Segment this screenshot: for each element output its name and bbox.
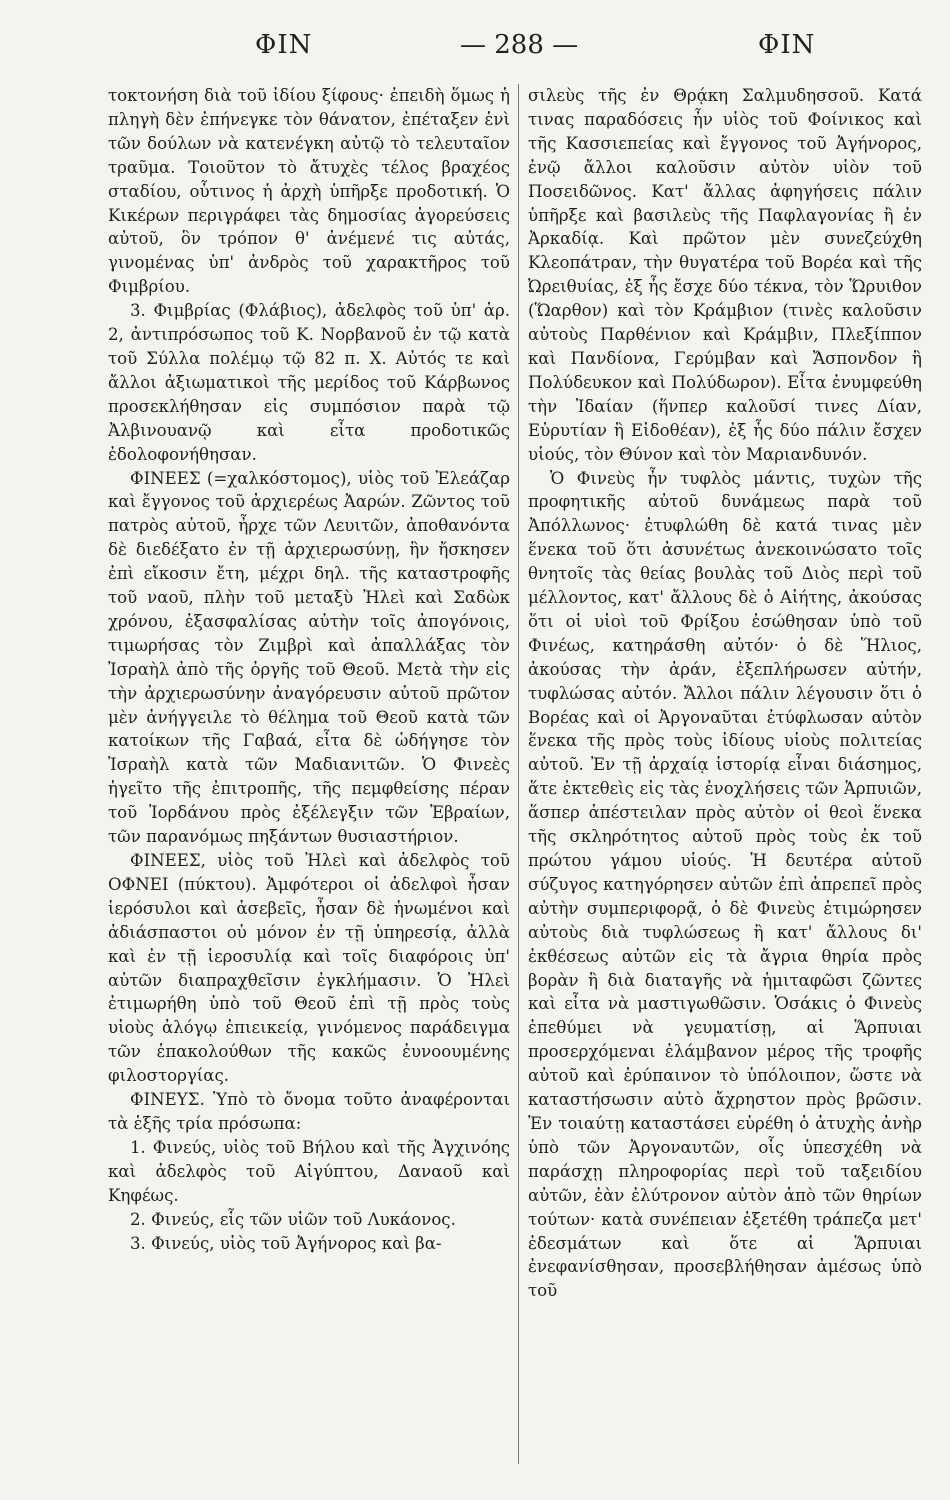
paragraph: 3. Φινεύς, υἱὸς τοῦ Ἀγήνορος καὶ βα- bbox=[130, 1233, 442, 1253]
page-number: — 288 — bbox=[460, 30, 579, 60]
paragraph: 2. Φινεύς, εἷς τῶν υἱῶν τοῦ Λυκάονος. bbox=[130, 1209, 456, 1229]
column-divider bbox=[518, 84, 519, 1464]
paragraph: Ὁ Φινεὺς ἦν τυφλὸς μάντις, τυχὼν τῆς προφητικῆς αὐτοῦ δυνάμεως παρὰ τοῦ Ἀπόλλωνος· ἐτυφλώθη δὲ κατά τινας μὲν ἕνεκα τοῦ ὅτι ἀσυνέτως ἀνεκοινώσατο τοῖς θνητοῖς τὰς θείας βουλὰς τοῦ Διὸς περὶ τοῦ μέλλοντος, κατ' ἄλλους δὲ ὁ Αἰήτης, ἀκούσας ὅτι οἱ υἱοὶ τοῦ Φρίξου ἐσώθησαν ὑπὸ τοῦ Φινέως, κατηράσθη αὐτόν· ὁ δὲ Ἥλιος, ἀκούσας τὴν ἀράν, ἐξεπλήρωσεν αὐτήν, τυφλώσας αὐτόν. Ἄλλοι πάλιν λέγουσιν ὅτι ὁ Βορέας καὶ οἱ Ἀργοναῦται ἐτύφλωσαν αὐτὸν ἕνεκα τῆς πρὸς τοὺς ἰδίους υἱοὺς πολιτείας αὐτοῦ. Ἐν τῇ ἀρχαίᾳ ἱστορίᾳ εἶναι διάσημος, ἅτε ἐκτεθεὶς εἰς τὰς ἐνοχλήσεις τῶν Ἁρπυιῶν, ἅσπερ ἀπέστειλαν πρὸς αὐτὸν οἱ θεοὶ ἕνεκα τῆς σκληρότητος αὐτοῦ πρὸς τοὺς ἐκ τοῦ πρώτου γάμου υἱούς. Ἡ δευτέρα αὐτοῦ σύζυγος κατηγόρησεν αὐτῶν ἐπὶ ἀπρεπεῖ πρὸς αὐτὴν συμπεριφορᾷ, ὁ δὲ Φινεὺς ἐτιμώρησεν αὐτοὺς διὰ τυφλώσεως ἢ κατ' ἄλλους δι' ἐκθέσεως αὐτῶν εἰς τὰ ἄγρια θηρία πρὸς βορὰν ἢ διὰ διαταγῆς νὰ ἡμιταφῶσι ζῶντες καὶ εἶτα νὰ μαστιγωθῶσιν. Ὁσάκις ὁ Φινεὺς ἐπεθύμει νὰ γευματίσῃ, αἱ Ἅρπυιαι προσερχόμεναι ἐλάμβανον μέρος τῆς τροφῆς αὐτοῦ καὶ ἐρύπαινον τὸ ὑπόλοιπον, ὥστε νὰ καταστήσωσιν αὐτὸ ἄχρηστον πρὸς βρῶσιν. Ἐν τοιαύτῃ καταστάσει εὑρέθη ὁ ἀτυχὴς ἀνὴρ ὑπὸ τῶν Ἀργοναυτῶν, οἷς ὑπεσχέθη νὰ παράσχῃ πληροφορίας περὶ τοῦ ταξειδίου αὐτῶν, ἐὰν ἐλύτρονον αὐτὸν ἀπὸ τῶν θηρίων τούτων· κατὰ συνέπειαν ἐξετέθη τράπεζα μετ' ἐδεσμάτων καὶ ὅτε αἱ Ἅρπυιαι ἐνεφανίσθησαν, προσεβλήθησαν ἀμέσως ὑπὸ τοῦ bbox=[528, 468, 922, 1301]
left-column bbox=[108, 84, 510, 1255]
paragraph: 3. Φιμβρίας (Φλάβιος), ἀδελφὸς τοῦ ὑπ' ἀρ. 2, ἀντιπρόσωπος τοῦ Κ. Νορβανοῦ ἐν τῷ κατὰ τοῦ Σύλλα πολέμῳ τῷ 82 π. Χ. Αὐτός τε καὶ ἄλλοι ἀξιωματικοὶ τῆς μερίδος τοῦ Κάρβωνος προσεκλήθησαν εἰς συμπόσιον παρὰ τῷ Ἀλβινουανῷ καὶ εἶτα προδοτικῶς ἐδολοφονήθησαν. bbox=[108, 301, 510, 464]
paragraph: 1. Φινεύς, υἱὸς τοῦ Βήλου καὶ τῆς Ἀγχινόης καὶ ἀδελφὸς τοῦ Αἰγύπτου, Δαναοῦ καὶ Κηφέως. bbox=[108, 1137, 510, 1205]
right-column bbox=[528, 84, 922, 1303]
paragraph: τοκτονήση διὰ τοῦ ἰδίου ξίφους· ἐπειδὴ ὅμως ἡ πληγὴ δὲν ἐπήνεγκε τὸν θάνατον, ἐπέταξεν ἑνὶ τῶν δούλων νὰ κατενέγκη αὐτῷ τὸ τελευταῖον τραῦμα. Τοιοῦτον τὸ ἄτυχὲς τέλος βραχέος σταδίου, οὗτινος ἡ ἀρχὴ ὑπῆρξε προδοτική. Ὁ Κικέρων περιγράφει τὰς δημοσίας ἀγορεύσεις αὐτοῦ, ὃν τρόπον θ' ἀνέμενέ τις αὐτάς, γινομένας ὑπ' ἀνδρὸς τοῦ χαρακτῆρος τοῦ Φιμβρίου. bbox=[108, 86, 510, 297]
running-header bbox=[0, 30, 950, 70]
header-left-word: ΦΙΝ bbox=[255, 30, 313, 60]
paragraph: ΦΙΝΕΕΣ, υἱὸς τοῦ Ἠλεὶ καὶ ἀδελφὸς τοῦ ΟΦΝΕΙ (πύκτου). Ἀμφότεροι οἱ ἀδελφοὶ ἦσαν ἱερόσυλοι καὶ ἀσεβεῖς, ἦσαν δὲ ἡνωμένοι καὶ ἀδιάσπαστοι οὐ μόνον ἐν τῇ ὑπηρεσίᾳ, ἀλλὰ καὶ ἐν τῇ ἱεροσυλίᾳ καὶ τοῖς διαφόροις ὑπ' αὐτῶν διαπραχθεῖσιν ἐγκλήμασιν. Ὁ Ἠλεὶ ἐτιμωρήθη ὑπὸ τοῦ Θεοῦ ἐπὶ τῇ πρὸς τοὺς υἱοὺς ἀλόγῳ ἐπιεικείᾳ, γινόμενος παράδειγμα τῶν ἐπακολούθων τῆς κακῶς ἐυνοουμένης φιλοστοργίας. bbox=[108, 851, 510, 1086]
paragraph: ΦΙΝΕΥΣ. Ὑπὸ τὸ ὄνομα τοῦτο ἀναφέρονται τὰ ἑξῆς τρία πρόσωπα: bbox=[108, 1090, 510, 1133]
paragraph: ΦΙΝΕΕΣ (=χαλκόστομος), υἱὸς τοῦ Ἐλεάζαρ καὶ ἔγγονος τοῦ ἀρχιερέως Ἀαρών. Ζῶντος τοῦ πατρὸς αὐτοῦ, ἦρχε τῶν Λευιτῶν, ἀποθανόντα δὲ διεδέξατο ἐν τῇ ἀρχιερωσύνῃ, ἣν ἤσκησεν ἐπὶ εἴκοσιν ἔτη, μέχρι δηλ. τῆς καταστροφῆς τοῦ ναοῦ, πλὴν τοῦ μεταξὺ Ἠλεὶ καὶ Σαδὼκ χρόνου, ἐξασφαλίσας αὐτὴν τοῖς ἀπογόνοις, τιμωρήσας τὸν Ζιμβρὶ καὶ ἀπαλλάξας τὸν Ἰσραὴλ ἀπὸ τῆς ὀργῆς τοῦ Θεοῦ. Μετὰ τὴν εἰς τὴν ἀρχιερωσύνην ἀναγόρευσιν αὐτοῦ πρῶτον μὲν ἀνήγγειλε τὸ θέλημα τοῦ Θεοῦ κατὰ τῶν κατοίκων τῆς Γαβαά, εἶτα δὲ ὡδήγησε τὸν Ἰσραὴλ κατὰ τῶν Μαδιανιτῶν. Ὁ Φινεὲς ἡγεῖτο τῆς ἐπιτροπῆς, τῆς πεμφθείσης πέραν τοῦ Ἰορδάνου πρὸς ἐξέλεγξιν τῶν Ἑβραίων, τῶν παρανόμως πηξάντων θυσιαστήριον. bbox=[108, 468, 510, 847]
header-right-word: ΦΙΝ bbox=[758, 30, 816, 60]
paragraph: σιλεὺς τῆς ἐν Θρᾴκη Σαλμυδησσοῦ. Κατά τινας παραδόσεις ἦν υἱὸς τοῦ Φοίνικος καὶ τῆς Κασσιεπείας καὶ ἔγγονος τοῦ Ἀγήνορος, ἐνῷ ἄλλοι καλοῦσιν αὐτὸν υἱὸν τοῦ Ποσειδῶνος. Κατ' ἄλλας ἀφηγήσεις πάλιν ὑπῆρξε καὶ βασιλεὺς τῆς Παφλαγονίας ἢ ἐν Ἀρκαδίᾳ. Καὶ πρῶτον μὲν συνεζεύχθη Κλεοπάτραν, τὴν θυγατέρα τοῦ Βορέα καὶ τῆς Ὠρειθυίας, ἐξ ἧς ἔσχε δύο τέκνα, τὸν Ὥρυιθον (Ὥαρθον) καὶ τὸν Κράμβιον (τινὲς καλοῦσιν αὐτοὺς Παρθένιον καὶ Κράμβιν, Πλεξίππον καὶ Πανδίονα, Γερύμβαν καὶ Ἄσπονδον ἢ Πολύδευκον καὶ Πολύδωρον). Εἶτα ἐνυμφεύθη τὴν Ἰδαίαν (ἥνπερ καλοῦσί τινες Δίαν, Εὐρυτίαν ἢ Εἰδοθέαν), ἐξ ἧς δύο πάλιν ἔσχεν υἱούς, τὸν Θύνον καὶ τὸν Μαριανδυνόν. bbox=[528, 86, 922, 464]
